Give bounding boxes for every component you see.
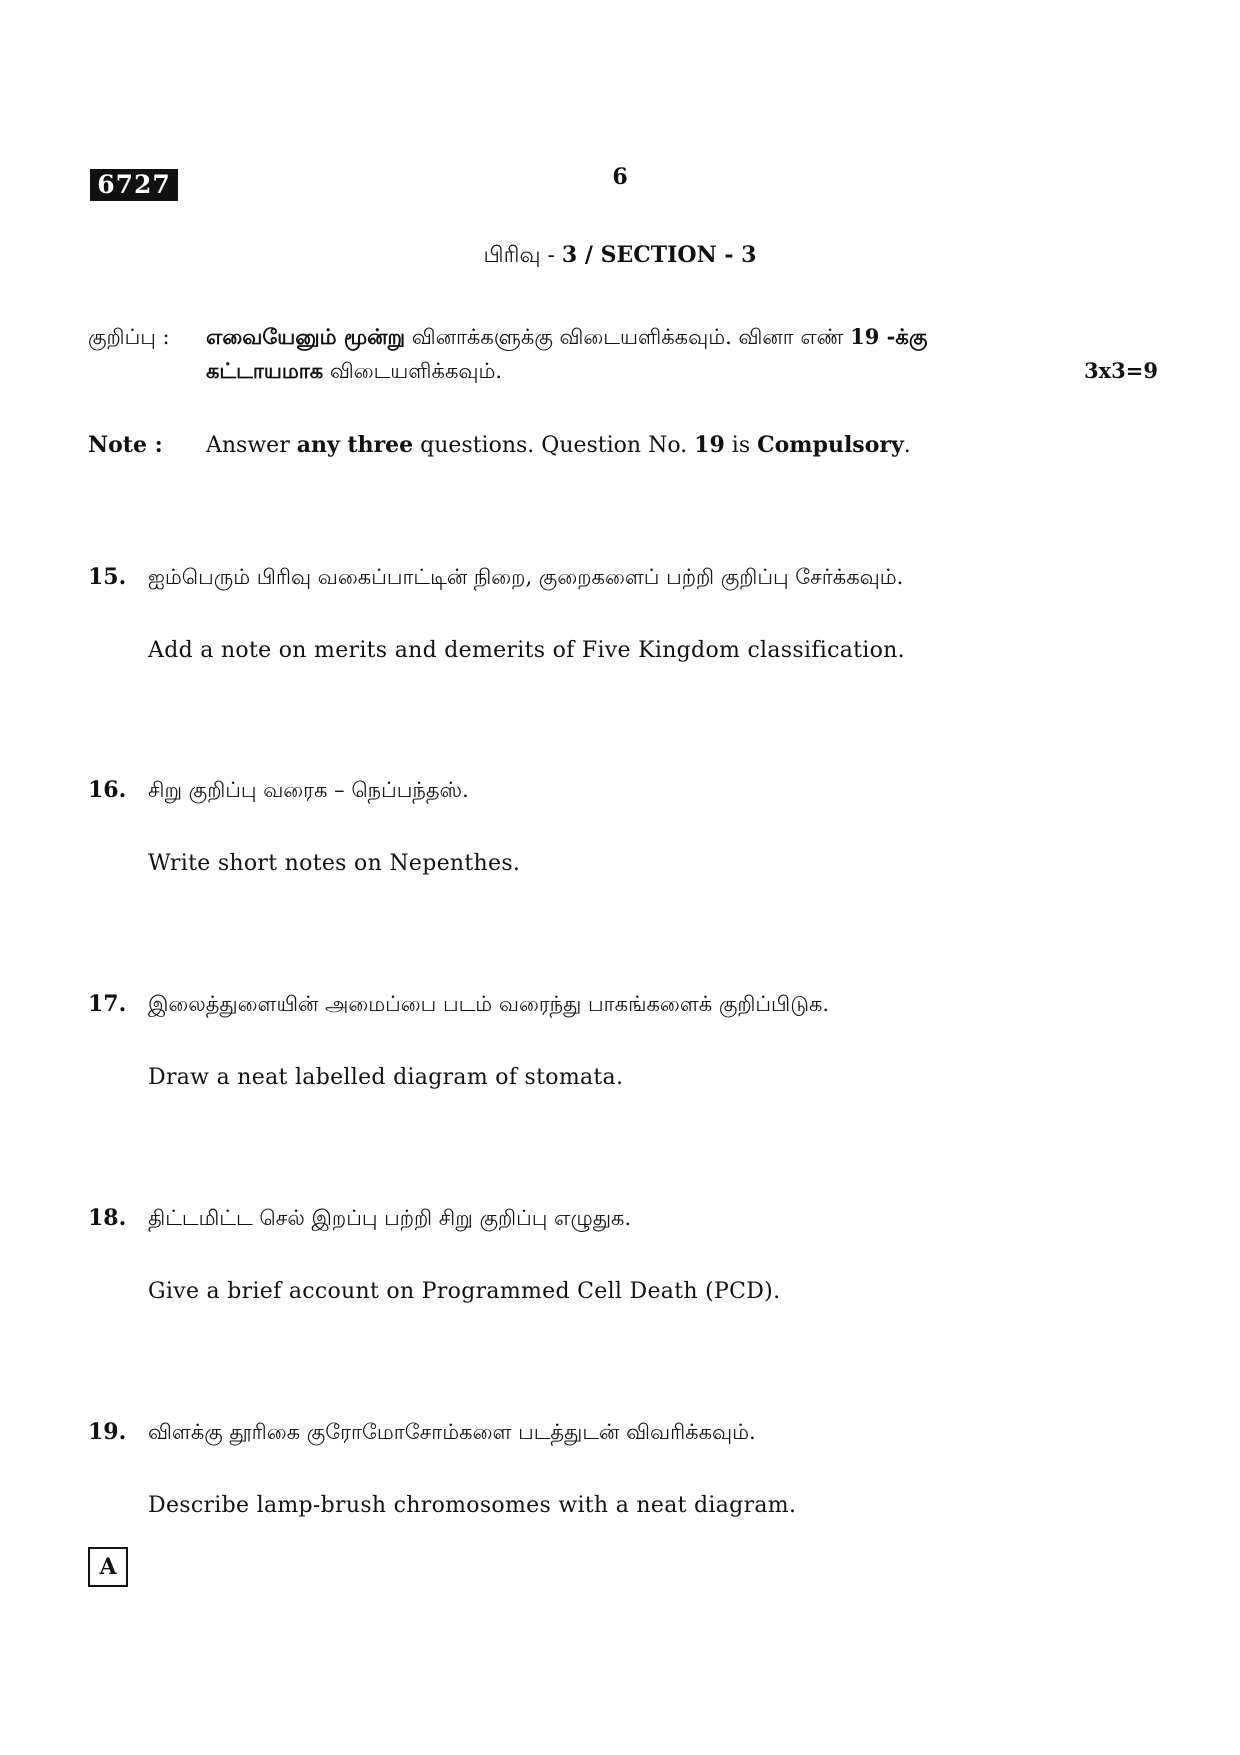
question-16 (88, 773, 1158, 881)
question-tamil: சிறு குறிப்பு வரைக – நெப்பந்தஸ். (148, 778, 469, 802)
question-tamil: திட்டமிட்ட செல் இறப்பு பற்றி சிறு குறிப்பு எழுதுக. (148, 1206, 632, 1230)
question-english: Draw a neat labelled diagram of stomata. (148, 1065, 624, 1090)
marks-allocation: 3x3=9 (1084, 358, 1158, 383)
note-english (88, 428, 1158, 463)
note-english-bold-any-three: any three (296, 432, 414, 458)
note-tamil-label: குறிப்பு : (88, 325, 170, 349)
note-english-label: Note : (88, 432, 163, 458)
question-18 (88, 1201, 1158, 1309)
question-number: 17. (88, 991, 127, 1017)
note-english-text-3: is (724, 433, 758, 458)
note-english-bold-compulsory: Compulsory (757, 432, 904, 458)
question-english: Add a note on merits and demerits of Five Kingdom classification. (148, 638, 905, 663)
note-english-text-2: questions. Question No. (413, 433, 695, 458)
question-english: Describe lamp-brush chromosomes with a neat diagram. (148, 1493, 797, 1518)
question-17 (88, 987, 1158, 1095)
question-number: 15. (88, 564, 127, 590)
question-19 (88, 1415, 1158, 1523)
note-tamil-text-1: வினாக்களுக்கு விடையளிக்கவும். வினா எண் (405, 325, 851, 349)
question-english: Write short notes on Nepenthes. (148, 851, 521, 876)
note-english-text-4: . (903, 433, 911, 458)
note-english-body (206, 428, 1158, 463)
question-english: Give a brief account on Programmed Cell Death (PCD). (148, 1279, 781, 1304)
section-title (0, 242, 1240, 271)
note-english-bold-19: 19 (694, 432, 725, 458)
section-title-number: 3 / SECTION - 3 (561, 242, 757, 268)
note-tamil-bold-any-three: எவையேனும் மூன்று (206, 324, 406, 349)
page-number: 6 (612, 164, 628, 190)
question-tamil: ஐம்பெரும் பிரிவு வகைப்பாட்டின் நிறை, குறைகளைப் பற்றி குறிப்பு சேர்க்கவும். (148, 565, 904, 589)
question-number: 16. (88, 777, 127, 803)
note-tamil-bold-compulsory: கட்டாயமாக (206, 358, 324, 383)
question-tamil: விளக்கு தூரிகை குரோமோசோம்களை படத்துடன் விவரிக்கவும். (148, 1420, 756, 1444)
note-tamil-body (206, 320, 1158, 388)
paper-version-box: A (88, 1547, 128, 1587)
note-english-text-1: Answer (206, 433, 297, 458)
note-tamil-bold-19: 19 -க்கு (850, 324, 928, 349)
question-15 (88, 560, 1158, 668)
question-number: 19. (88, 1419, 127, 1445)
note-tamil (88, 320, 1158, 388)
question-number: 18. (88, 1205, 127, 1231)
question-tamil: இலைத்துளையின் அமைப்பை படம் வரைந்து பாகங்களைக் குறிப்பிடுக. (148, 992, 830, 1016)
note-tamil-text-2: விடையளிக்கவும். (323, 359, 503, 383)
question-paper-code: 6727 (90, 169, 178, 201)
section-title-tamil: பிரிவு - (483, 243, 562, 268)
